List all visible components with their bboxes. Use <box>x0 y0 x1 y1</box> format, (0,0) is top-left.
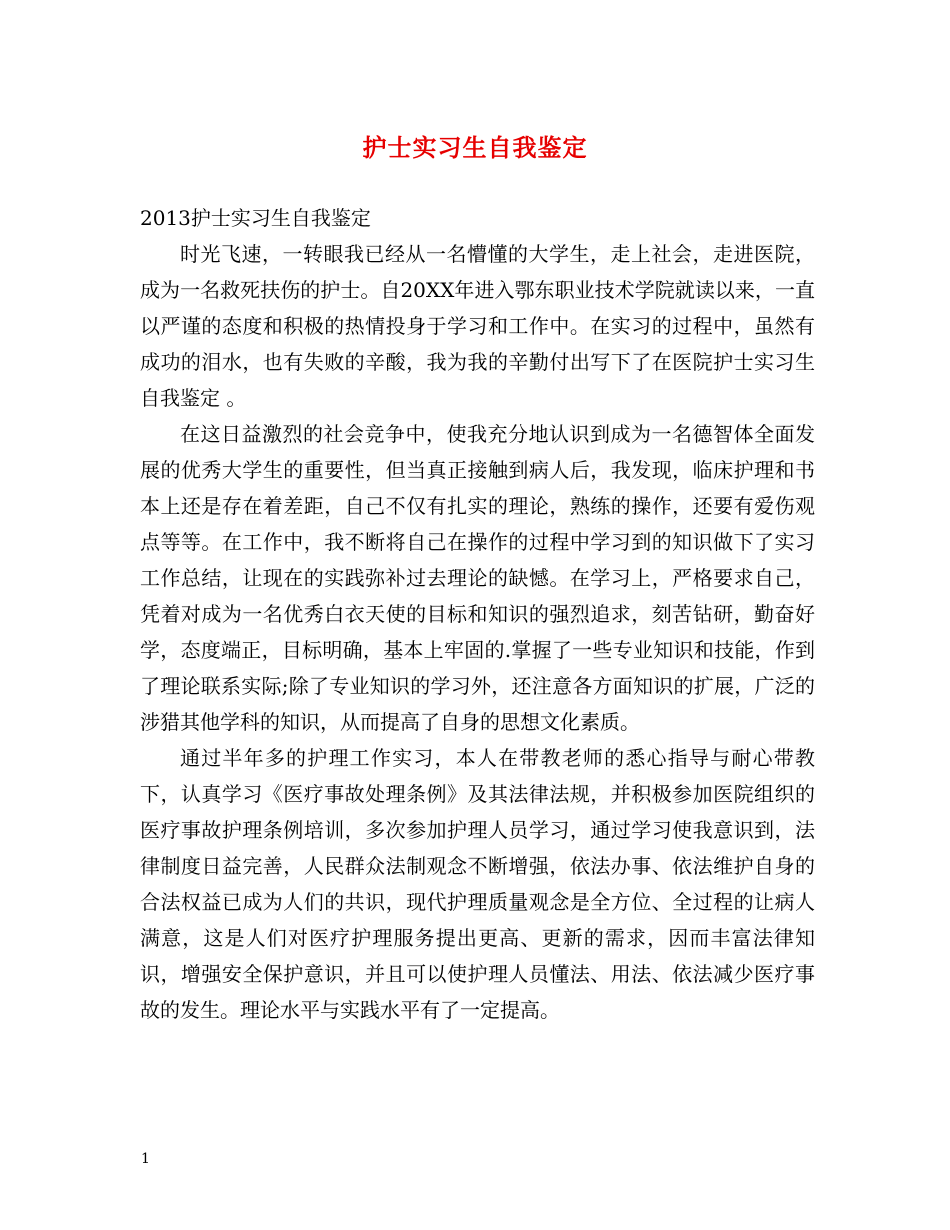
document-body <box>140 200 815 1028</box>
page-number: 1 <box>141 1151 150 1167</box>
document-subtitle: 2013护士实习生自我鉴定 <box>140 206 371 230</box>
paragraph-1: 时光飞速，一转眼我已经从一名懵懂的大学生，走上社会，走进医院，成为一名救死扶伤的护士。自20XX年进入鄂东职业技术学院就读以来，一直以严谨的态度和积极的热情投身于学习和工作中。在实习的过程中，虽然有成功的泪水，也有失败的辛酸，我为我的辛勤付出写下了在医院护士实习生自我鉴定 。 <box>140 242 815 410</box>
paragraph-3: 通过半年多的护理工作实习，本人在带教老师的悉心指导与耐心带教下，认真学习《医疗事故处理条例》及其法律法规，并积极参加医院组织的医疗事故护理条例培训，多次参加护理人员学习，通过学习使我意识到，法律制度日益完善，人民群众法制观念不断增强，依法办事、依法维护自身的合法权益已成为人们的共识，现代护理质量观念是全方位、全过程的让病人满意，这是人们对医疗护理服务提出更高、更新的需求，因而丰富法律知识，增强安全保护意识，并且可以使护理人员懂法、用法、依法减少医疗事故的发生。理论水平与实践水平有了一定提高。 <box>140 746 815 1022</box>
document-title: 护士实习生自我鉴定 <box>362 133 588 162</box>
paragraph-2: 在这日益激烈的社会竞争中，使我充分地认识到成为一名德智体全面发展的优秀大学生的重要性，但当真正接触到病人后，我发现，临床护理和书本上还是存在着差距，自己不仅有扎实的理论，熟练的操作，还要有爱伤观点等等。在工作中，我不断将自己在操作的过程中学习到的知识做下了实习工作总结，让现在的实践弥补过去理论的缺憾。在学习上，严格要求自己，凭着对成为一名优秀白衣天使的目标和知识的强烈追求，刻苦钻研，勤奋好学，态度端正，目标明确，基本上牢固的.掌握了一些专业知识和技能，作到了理论联系实际;除了专业知识的学习外，还注意各方面知识的扩展，广泛的涉猎其他学科的知识，从而提高了自身的思想文化素质。 <box>140 422 815 734</box>
